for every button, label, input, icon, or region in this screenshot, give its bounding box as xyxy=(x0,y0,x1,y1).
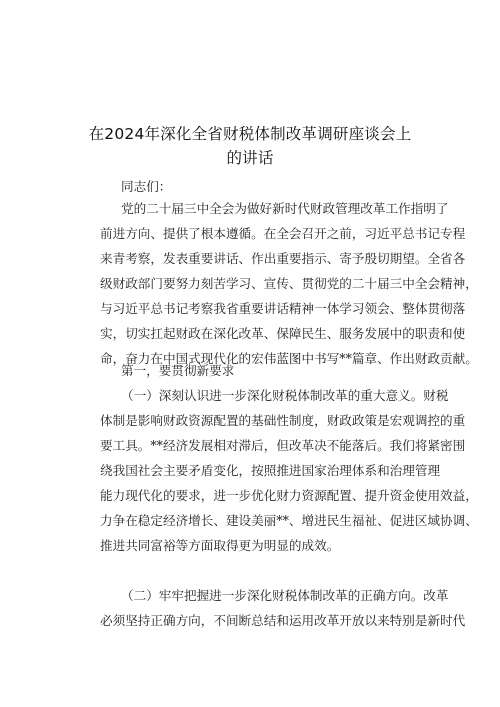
paragraph-line: 力争在稳定经济增长、建设美丽**、增进民生福祉、促进区域协调、 xyxy=(100,513,478,528)
paragraph-line: 推进共同富裕等方面取得更为明显的成效。 xyxy=(100,538,340,553)
paragraph-line: （二）牢牢把握进一步深化财税体制改革的正确方向。改革 xyxy=(121,588,449,603)
paragraph-line: 党的二十届三中全会为做好新时代财政管理改革工作指明了 xyxy=(121,201,449,216)
paragraph-line: （一）深刻认识进一步深化财税体制改革的重大意义。财税 xyxy=(121,388,449,403)
paragraph-line: 前进方向、提供了根本遵循。在全会召开之前，习近平总书记专程 xyxy=(100,226,466,241)
paragraph-line: 要工具。**经济发展相对滞后，但改革决不能落后。我们将紧密围 xyxy=(100,438,466,453)
paragraph-line: 绕我国社会主要矛盾变化，按照推进国家治理体系和治理管理 xyxy=(100,463,441,478)
greeting: 同志们： xyxy=(121,179,172,194)
document-title-line-2: 的讲话 xyxy=(226,149,274,167)
paragraph-line: 必须坚持正确方向，不间断总结和运用改革开放以来特别是新时代 xyxy=(100,613,466,628)
paragraph-line: 级财政部门要努力刻苦学习、宣传、贯彻党的二十届三中全会精神， xyxy=(100,276,478,291)
paragraph-line: 命，奋力在中国式现代化的宏伟蓝图中书写**篇章、作出财政贡献。 xyxy=(100,351,478,366)
paragraph-line: 与习近平总书记考察我省重要讲话精神一体学习领会、整体贯彻落 xyxy=(100,301,466,316)
section-heading: 第一，要贯彻新要求 xyxy=(121,363,235,378)
paragraph-line: 体制是影响财政资源配置的基础性制度，财政政策是宏观调控的重 xyxy=(100,413,466,428)
paragraph-line: 来青考察，发表重要讲话、作出重要指示、寄予殷切期望。全省各 xyxy=(100,251,466,266)
document-title-line-1: 在2024年深化全省财税体制改革调研座谈会上 xyxy=(88,125,412,143)
paragraph-line: 实，切实扛起财政在深化改革、保障民生、服务发展中的职责和使 xyxy=(100,326,466,341)
paragraph-line: 能力现代化的要求，进一步优化财力资源配置、提升资金使用效益， xyxy=(100,488,478,503)
